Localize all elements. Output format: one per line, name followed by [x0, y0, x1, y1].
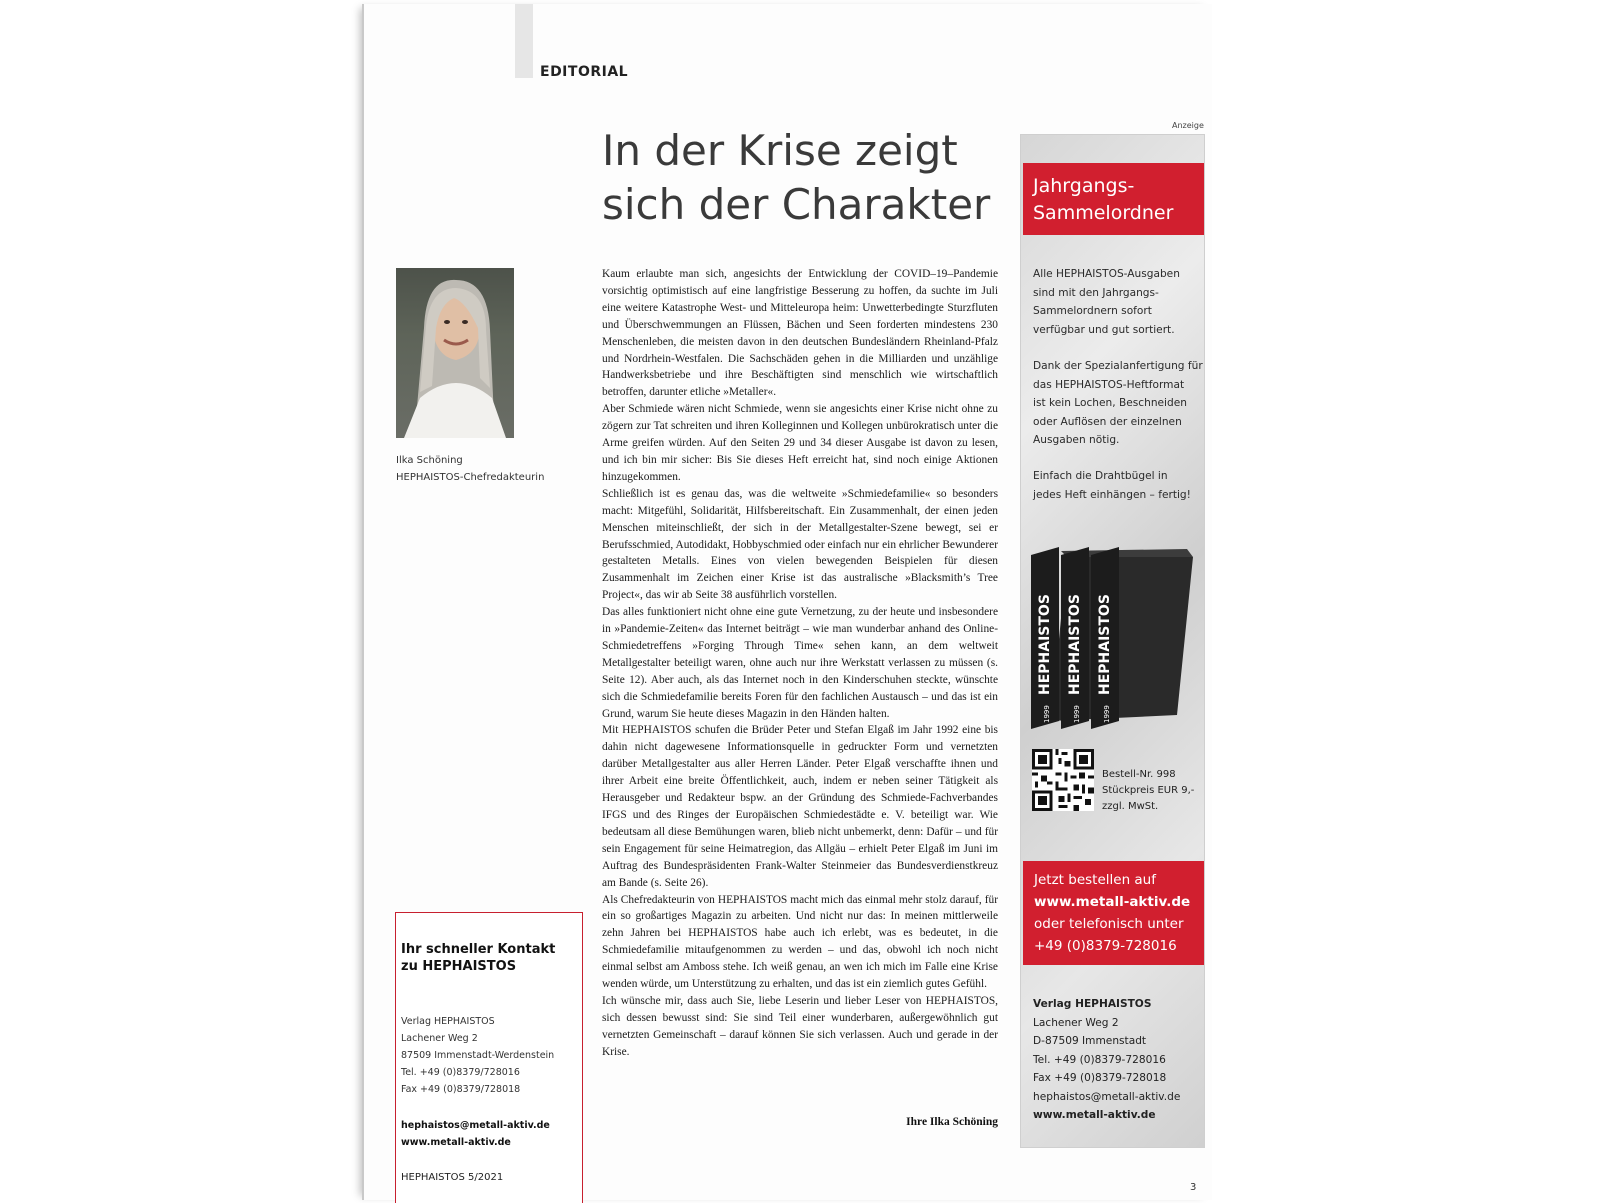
ad-label: Anzeige — [1172, 121, 1204, 130]
ad-text-line: Sammelordnern sofort — [1033, 305, 1152, 317]
ad-text-line: das HEPHAISTOS-Heftformat — [1033, 378, 1185, 391]
paragraph: Ich wünsche mir, dass auch Sie, liebe Leserin und lieber Leser von HEPHAISTOS, sich dessen bewusst sind: Sie sind Teil einer wunderbaren, außergewöhnlich gut vernetzten Gemeinschaft – darauf können Sie sich verlassen. Auch und gerade in der Krise. — [602, 994, 998, 1058]
page-number: 3 — [1190, 1182, 1197, 1193]
headline-line-1: In der Krise zeigt — [602, 126, 958, 175]
ad-header — [1023, 163, 1204, 235]
contact-line: Verlag HEPHAISTOS — [401, 1016, 495, 1027]
contact-address — [401, 1013, 554, 1098]
ad-text-line: sind mit den Jahrgangs- — [1033, 286, 1159, 299]
ad-title-line-1: Jahrgangs- — [1033, 175, 1135, 197]
paragraph: Das alles funktioniert nicht ohne eine gute Vernetzung, zu der heute und insbesondere in »Pandemie-Zeiten« das Internet beiträgt – wie man wunderbar anhand des Online-Schmiedetreffens »Forging Through Time« sehen kann, an dem weltweit Metallgestalter beteiligt waren, ohne auch nur ihre Werkstatt verlassen zu müssen (s. Seite 12). Aber auch, als das Internet noch in den Kinderschuhen steckte, wünschte sich die Schmiedefamilie bereits Foren für den fachlichen Austausch – und das ist ein Grund, warum Sie heute dieses Magazin in den Händen halten. — [602, 606, 998, 720]
signature: Ihre Ilka Schöning — [906, 1116, 998, 1128]
publisher-line: Fax +49 (0)8379-728018 — [1033, 1072, 1167, 1084]
binder-spine — [1031, 547, 1059, 729]
paragraph: Aber Schmiede wären nicht Schmiede, wenn sie angesichts einer Krise nicht ohne zu zögern zur Tat schreiten und ihren Kolleginnen und Kollegen unbürokratisch unter die Arme greifen würden. Auf den Seiten 29 und 34 dieser Ausgabe ist davon zu lesen, und ich bin mir sicher: Bis Sie dieses Heft erreicht hat, sind noch einige Aktionen hinzugekommen. — [602, 403, 998, 483]
ad-text-block — [1033, 467, 1198, 504]
ad-text-line: jedes Heft einhängen – fertig! — [1033, 488, 1191, 501]
publisher-line: D-87509 Immenstadt — [1033, 1035, 1147, 1047]
publisher-email-link[interactable]: hephaistos@metall-aktiv.de — [1033, 1090, 1181, 1103]
binder-advertisement — [1020, 134, 1205, 1148]
cta-phone[interactable]: +49 (0)8379-728016 — [1034, 938, 1177, 954]
contact-title: Ihr schneller Kontakt zu HEPHAISTOS — [401, 942, 556, 974]
contact-box — [395, 912, 583, 1203]
headline-line-2: sich der Charakter — [602, 180, 991, 229]
order-line: Stückpreis EUR 9,- — [1102, 785, 1195, 796]
page-edge-shadow — [362, 4, 364, 1200]
contact-email-link[interactable]: hephaistos@metall-aktiv.de — [401, 1120, 550, 1131]
binder-stack-illustration — [1027, 545, 1203, 735]
contact-line: Fax +49 (0)8379/728018 — [401, 1084, 521, 1095]
qr-code-icon[interactable] — [1032, 749, 1094, 811]
cta-web-link[interactable]: www.metall-aktiv.de — [1034, 894, 1191, 910]
ad-text-line: Alle HEPHAISTOS-Ausgaben — [1033, 268, 1180, 280]
author-portrait — [396, 268, 514, 438]
issue-label: HEPHAISTOS 5/2021 — [401, 1172, 504, 1183]
paragraph: Mit HEPHAISTOS schufen die Brüder Peter und Stefan Elgaß im Jahr 1992 eine bis dahin nicht dagewesene Informationsquelle in gedruckter Form und vernetzten darüber Metallgestalter aus aller Herren Länder. Peter Elgaß verschaffte ihnen und ihrer Arbeit eine breite Öffentlichkeit, auch, indem er neben seiner Tätigkeit als Herausgeber und Redakteur bspw. an der Gründung des Schmiede-Fachverbandes IFGS und des Ringes der Europäischen Schmiedestädte e. V. beteiligt war. Wie bedeutsam all diese Bemühungen waren, blieb nicht unbemerkt, denn: Dafür – und für sein Engagement für seine Heimatregion, das Allgäu – erhielt Peter Elgaß im Juni im Auftrag des Bundespräsidenten Frank-Walter Steinmeier das Bundesverdienstkreuz am Bande (s. Seite 26). — [602, 724, 998, 889]
portrait-illustration — [396, 268, 514, 438]
caption-role: HEPHAISTOS-Chefredakteurin — [396, 472, 545, 483]
ad-text-block — [1033, 265, 1198, 339]
publisher-name: Verlag HEPHAISTOS — [1033, 998, 1152, 1010]
contact-line: 87509 Immenstadt-Werdenstein — [401, 1050, 555, 1061]
binder-spine — [1061, 547, 1089, 729]
ad-text-line: ist kein Lochen, Beschneiden — [1033, 397, 1187, 409]
ad-text-line: Einfach die Drahtbügel in — [1033, 470, 1168, 482]
cta-line: Jetzt bestellen auf — [1034, 872, 1156, 888]
binder-spine-label: HEPHAISTOS — [1067, 594, 1083, 695]
publisher-line: Lachener Weg 2 — [1033, 1016, 1119, 1029]
cta-line: oder telefonisch unter — [1034, 916, 1184, 932]
contact-line: Lachener Weg 2 — [401, 1033, 478, 1044]
binder-spine-year: 1999 — [1103, 705, 1111, 723]
paragraph: Als Chefredakteurin von HEPHAISTOS macht mich das einmal mehr stolz darauf, für ein so großartiges Magazin zu arbeiten. Und nicht nur das: In meinen mittlerweile zehn Jahren bei HEPHAISTOS habe auch ich erlebt, was es bedeutet, in die Schmiedefamilie mitaufgenommen zu werden – und das, obwohl ich noch nicht einmal selbst am Amboss stehe. Ich weiß genau, an wen ich mich im Falle eine Krise wenden würde, um Unterstützung zu erhalten, und das ist ein ziemlich gutes Gefühl. — [602, 893, 998, 991]
ad-title-line-2: Sammelordner — [1033, 202, 1174, 224]
publisher-line: Tel. +49 (0)8379-728016 — [1033, 1053, 1166, 1066]
section-marker-bar — [515, 4, 533, 78]
ad-text-line: oder Auflösen der einzelnen — [1033, 415, 1182, 428]
editorial-body — [602, 266, 998, 1061]
order-info — [1102, 767, 1194, 815]
ad-text-line: Ausgaben nötig. — [1033, 434, 1120, 446]
paragraph: Schließlich ist es genau das, was die weltweite »Schmiedefamilie« so besonders macht: Mitgefühl, Solidarität, Hilfsbereitschaft. Ein Zusammenhalt, der einen jeden Menschen miteinschließt, der sich in der Metallgestalter-Szene bewegt, sei er Berufsschmied, Autodidakt, Hobbyschmied oder einfach nur ein ehrlicher Bewunderer gestalteten Metalls. Eines von vielen bewegenden Beispielen für diesen Zusammenhalt im Zeichen einer Krise ist das australische »Blacksmith’s Tree Project«, das wir ab Seite 38 ausführlich vorstellen. — [602, 487, 998, 602]
binder-spine-label: HEPHAISTOS — [1097, 594, 1113, 695]
headline — [602, 124, 991, 232]
order-line: Bestell-Nr. 998 — [1102, 769, 1176, 780]
section-label: EDITORIAL — [540, 64, 629, 80]
paragraph: Kaum erlaubte man sich, angesichts der Entwicklung der COVID–19–Pandemie vorsichtig optimistisch auf eine langfristige Besserung zu hoffen, da suchte im Juli eine weitere Katastrophe West- und Mitteleuropa heim: Unwetterbedingte Sturzfluten und Überschwemmungen an Flüssen, Bächen und Seen forderten mindestens 230 Menschenleben, die meisten davon in den deutschen Bundesländern Rheinland-Pfalz und Nordrhein-Westfalen. Die Sachschäden gehen in die Milliarden und unzählige Handwerksbetriebe und ihre Beschäftigten sind menschlich wie wirtschaftlich betroffen, darunter etliche »Metaller«. — [602, 268, 998, 399]
ad-text-line: Dank der Spezialanfertigung für — [1033, 360, 1203, 372]
contact-links — [401, 1117, 550, 1151]
publisher-web-link[interactable]: www.metall-aktiv.de — [1033, 1109, 1156, 1121]
contact-line: Tel. +49 (0)8379/728016 — [401, 1067, 520, 1078]
caption-name: Ilka Schöning — [396, 455, 463, 466]
publisher-address — [1033, 995, 1180, 1125]
portrait-caption — [396, 452, 544, 486]
ad-text-line: verfügbar und gut sortiert. — [1033, 323, 1175, 336]
binder-spine-year: 1999 — [1043, 705, 1051, 723]
binder-spine-label: HEPHAISTOS — [1037, 594, 1053, 695]
order-cta[interactable] — [1023, 861, 1204, 965]
order-line: zzgl. MwSt. — [1102, 801, 1159, 812]
contact-web-link[interactable]: www.metall-aktiv.de — [401, 1137, 511, 1148]
ad-text-block — [1033, 357, 1203, 450]
binder-spine — [1091, 547, 1119, 729]
binder-spine-year: 1999 — [1073, 705, 1081, 723]
